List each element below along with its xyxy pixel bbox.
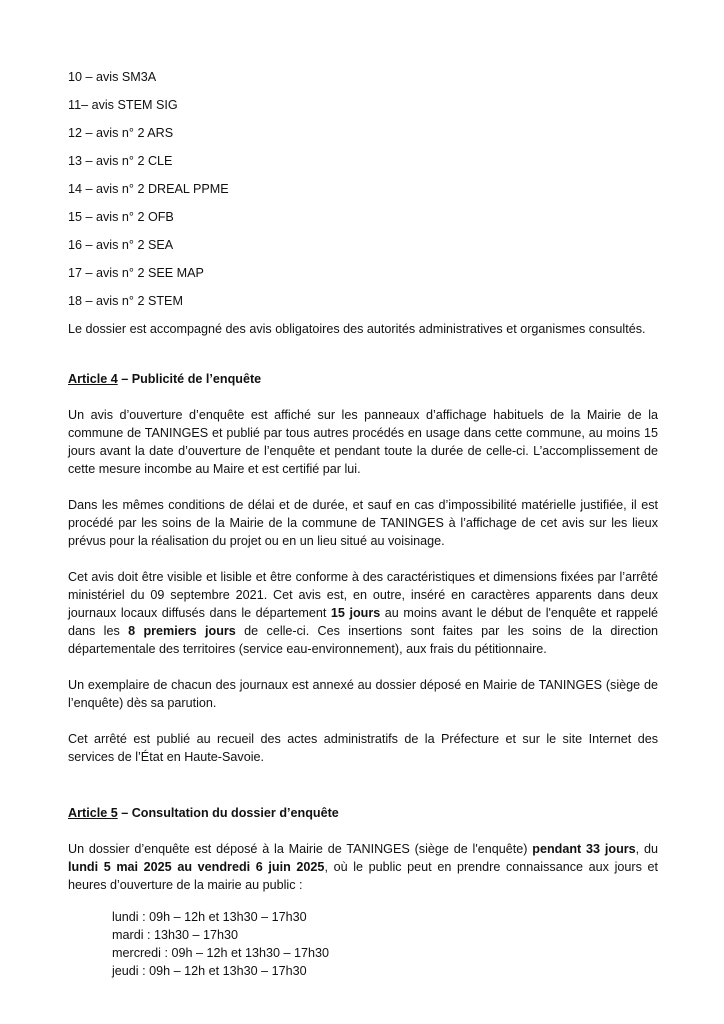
list-item: 15 – avis n° 2 OFB <box>68 210 174 224</box>
list-item: 11– avis STEM SIG <box>68 98 178 112</box>
bold-text: 15 jours <box>330 606 381 620</box>
bold-text: pendant 33 jours <box>532 842 636 856</box>
article4-paragraph-3 <box>68 568 658 658</box>
list-item: jeudi : 09h – 12h et 13h30 – 17h30 <box>112 964 307 978</box>
list-item: mercredi : 09h – 12h et 13h30 – 17h30 <box>112 946 330 960</box>
bold-text: lundi 5 mai 2025 au vendredi 6 juin 2025 <box>68 860 325 874</box>
article4-title: – Publicité de l’enquête <box>117 372 262 386</box>
list-item: 14 – avis n° 2 DREAL PPME <box>68 182 229 196</box>
article5-paragraph-1 <box>68 840 658 894</box>
list-item: 10 – avis SM3A <box>68 70 157 84</box>
article5-number: Article 5 <box>68 806 118 820</box>
list-item: lundi : 09h – 12h et 13h30 – 17h30 <box>112 910 307 924</box>
article4-paragraph-1: Un avis d’ouverture d’enquête est affiché sur les panneaux d’affichage habituels de la Mairie de la commune de TANINGES et publié par tous autres procédés en usage dans cette commune, au moins 15 jours avant la date d’ouverture de l’enquête et pendant toute la durée de celle-ci. L’accomplissement de cette mesure incombe au Maire et est certifié par lui. <box>68 408 658 476</box>
intro-paragraph: Le dossier est accompagné des avis obligatoires des autorités administratives et organismes consultés. <box>68 322 646 336</box>
avis-list <box>68 68 658 310</box>
list-item: mardi : 13h30 – 17h30 <box>112 928 239 942</box>
document-page <box>68 68 658 980</box>
article5-title: – Consultation du dossier d’enquête <box>117 806 339 820</box>
article4-heading <box>68 370 658 388</box>
text-run: Un dossier d’enquête est déposé à la Mairie de TANINGES (siège de l'enquête) <box>68 842 533 856</box>
list-item: 13 – avis n° 2 CLE <box>68 154 173 168</box>
article4-number: Article 4 <box>68 372 118 386</box>
bold-text: 8 premiers jours <box>128 624 236 638</box>
list-item: 12 – avis n° 2 ARS <box>68 126 174 140</box>
text-run: de celle-ci. Ces insertions sont faites par les soins de la direction départementale des territoires (service eau-environnement), aux frais du pétitionnaire. <box>68 624 659 656</box>
article5-heading <box>68 804 658 822</box>
list-item: 16 – avis n° 2 SEA <box>68 238 174 252</box>
list-item: 17 – avis n° 2 SEE MAP <box>68 266 204 280</box>
text-run: au moins avant le début de l'enquête et rappelé dans les <box>68 606 659 638</box>
text-run: , du <box>635 842 658 856</box>
text-run: , où le public peut en prendre connaissance aux jours et heures d’ouverture de la mairie au public : <box>68 860 658 892</box>
text-run: Cet avis doit être visible et lisible et être conforme à des caractéristiques et dimensions fixées par l’arrêté ministériel du 09 septembre 2021. Cet avis est, en outre, inséré en caractères apparents dans deux journaux locaux diffusés dans le département <box>68 570 658 620</box>
article4-paragraph-5: Cet arrêté est publié au recueil des actes administratifs de la Préfecture et sur le site Internet des services de l’État en Haute-Savoie. <box>68 732 658 764</box>
opening-hours-list <box>68 908 658 980</box>
article4-paragraph-2: Dans les mêmes conditions de délai et de durée, et sauf en cas d’impossibilité matérielle justifiée, il est procédé par les soins de la Mairie de la commune de TANINGES à l’affichage de cet avis sur les lieux prévus pour la réalisation du projet ou en un lieu situé au voisinage. <box>68 498 658 548</box>
article4-paragraph-4: Un exemplaire de chacun des journaux est annexé au dossier déposé en Mairie de TANINGES (siège de l’enquête) dès sa parution. <box>68 678 658 710</box>
list-item: 18 – avis n° 2 STEM <box>68 294 183 308</box>
